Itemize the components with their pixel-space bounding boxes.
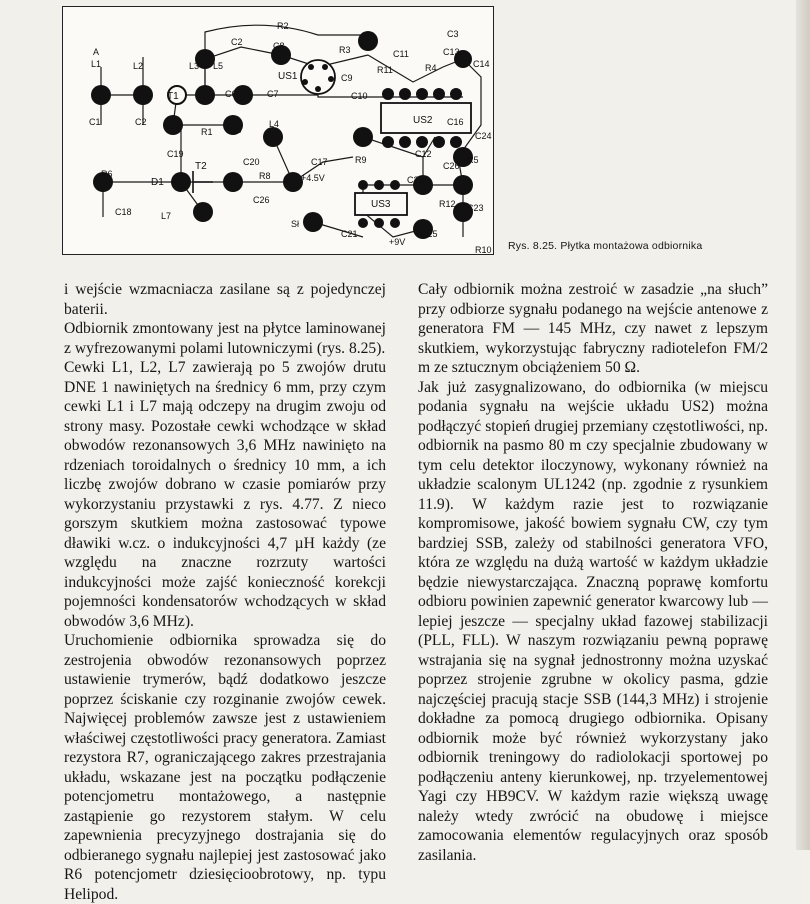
left-paragraph-1: i wejście wzmacniacza zasilane są z pojedynczej baterii. [64, 281, 386, 318]
label-c3: C3 [447, 29, 459, 39]
label-c26: C26 [443, 161, 460, 171]
label-us1: US1 [278, 71, 298, 82]
label-c7: C7 [267, 89, 279, 99]
label-a: A [93, 47, 100, 57]
t2-transistor [193, 171, 213, 193]
label-r5: R5 [467, 155, 479, 165]
figure-caption: Rys. 8.25. Płytka montażowa odbiornika [508, 240, 703, 252]
label-c11: C11 [393, 49, 409, 59]
label-c25: C25 [421, 229, 438, 239]
label-l5: L5 [213, 61, 224, 71]
label-t1: T1 [167, 91, 179, 102]
pcb-layout-diagram [63, 7, 493, 254]
label-c17: C17 [311, 157, 328, 167]
label-c22: C22 [407, 175, 424, 185]
label-l1: L1 [91, 59, 102, 69]
label-r4: R4 [425, 63, 437, 73]
label-4-5v: +4.5V [301, 173, 325, 183]
pcb-pads [91, 31, 473, 239]
left-text-column [64, 280, 386, 904]
label-us3: US3 [371, 199, 391, 210]
label-c6: C6 [225, 89, 237, 99]
label-9v: +9V [389, 237, 406, 247]
label-c19: C19 [167, 149, 184, 159]
label-c2: C2 [135, 117, 147, 127]
label-c9: C9 [341, 73, 353, 83]
label-l3: L3 [189, 61, 200, 71]
label-l7: L7 [161, 211, 172, 221]
label-r6: R6 [101, 169, 113, 179]
label-l4: L4 [269, 119, 280, 129]
label-c13: C13 [443, 47, 460, 57]
label-r11: R11 [377, 65, 393, 75]
label-c8: C8 [273, 41, 285, 51]
left-paragraph-2: Odbiornik zmontowany jest na płytce laminowanej z wyfrezowanymi polami lutowniczymi (rys. 8.25). [64, 320, 386, 357]
label-t2: T2 [195, 161, 207, 172]
left-paragraph-4: Uruchomienie odbiornika sprowadza się do zestrojenia obwodów rezonansowych poprzez ustawienie trymerów, bądź dodatkowo jeszcze poprzez ściskanie czy rozginanie zwojów cewek. Najwięcej problemów zawsze jest z ustawieniem właściwej częstotliwości pracy generatora. Zamiast rezystora R7, ograniczającego zakres przestrajania układu, wskazane jest na początku podłączenie potencjometru montażowego, a następnie zastąpienie go rezystorem stałym. W celu zapewnienia precyzyjnego dostrajania się do odbieranego sygnału najlepiej jest zastosować jako R6 potencjometr dziesięcioobrotowy, np. typu Helipod. [64, 632, 386, 903]
label-sl: Sł [291, 219, 300, 229]
label-c14: C14 [473, 59, 490, 69]
right-text-column [418, 280, 768, 865]
label-r2: R2 [277, 21, 289, 31]
label-c12: C12 [415, 149, 432, 159]
label-l6: C16 [447, 117, 464, 127]
pcb-figure [62, 6, 494, 255]
left-paragraph-3: Cewki L1, L2, L7 zawierają po 5 zwojów drutu DNE 1 nawiniętych na średnicy 6 mm, przy czym cewki L1 i L7 mają odczepy na drugim zwoju od strony masy. Pozostałe cewki wchodzące w skład obwodów rezonansowych 3,6 MHz nawinięto na rdzeniach toroidalnych o średnicy 10 mm, a ich liczbę zwojów dobrano w czasie pomiarów przy wykorzystaniu przystawki z rys. 4.77. Z nieco gorszym skutkiem można zastosować typowe dławiki w.cz. o indukcyjności 4,7 µH każdy (ze względu na znaczne rozrzuty wartości indukcyjności może zajść konieczność korekcji pojemności kondensatorów wchodzących w skład obwodów 3,6 MHz). [64, 359, 386, 630]
label-r9: R9 [355, 155, 367, 165]
label-c20: C20 [243, 157, 260, 167]
label-c15: C15 [225, 125, 242, 135]
label-r8: R8 [259, 171, 271, 181]
label-c23: C23 [467, 203, 484, 213]
us1-chip [301, 60, 335, 94]
right-paragraph-2: Jak już zasygnalizowano, do odbiornika (w miejscu podania sygnału na wejście układu US2) można podłączyć stopień drugiej przemiany częstotliwości, np. odbiornik na pasmo 80 m czy specjalnie zbudowany w tym celu detektor iloczynowy, wykonany również na układzie scalonym UL1242 (np. zgodnie z rysunkiem 11.9). W każdym razie jest to rozwiązanie kompromisowe, jakość bowiem sygnału CW, czy tym bardziej SSB, zależy od stabilności generatora VFO, która ze względu na dużą wartość w każdym układzie będzie niewystarczająca. Znaczną poprawę komfortu odbioru powinien zapewnić generator kwarcowy lub — lepiej jeszcze — specjalny układ fazowej stabilizacji (PLL, FLL). W naszym rozwiązaniu pewną poprawę wstrajania się na sygnał jednostronny można uzyskać poprzez strojenie zgrubne w okolicy pasma, gdzie najczęściej pracują stacje SSB (144,3 MHz) i strojenie dokładne za pomocą drugiego odbiornika. Opisany odbiornik może być również wykorzystany jako odbiornik treningowy do radiolokacji sportowej po podłączeniu anteny kierunkowej, np. trzyelementowej Yagi czy HB9CV. W każdym razie większą uwagę należy wtedy zwrócić na obudowę i miejsce zamocowania elementów regulacyjnych oraz sposób zasilania. [418, 378, 768, 864]
label-c10: C10 [351, 91, 368, 101]
page-edge [796, 0, 810, 850]
label-us2: US2 [413, 115, 433, 126]
label-l2: L2 [133, 61, 144, 71]
label-r12: R12 [439, 199, 456, 209]
label-c1: C1 [89, 117, 101, 127]
label-r3: R3 [339, 45, 351, 55]
label-r1: R1 [201, 127, 213, 137]
label-c2b: C2 [231, 37, 243, 47]
label-r10: R10 [475, 245, 492, 254]
label-c18: C18 [115, 207, 132, 217]
label-c24: C24 [475, 131, 492, 141]
label-d1: D1 [151, 177, 164, 188]
right-paragraph-1: Cały odbiornik można zestroić w zasadzie „na słuch” przy odbiorze sygnału podanego na wejście antenowe z generatora FM — 145 MHz, czy nawet z lepszym skutkiem, wykorzystując fabryczny radiotelefon FM/2 m ze sztucznym obciążeniem 50 Ω. [418, 281, 768, 376]
label-c26b: C26 [253, 195, 270, 205]
label-c21: C21 [341, 229, 358, 239]
